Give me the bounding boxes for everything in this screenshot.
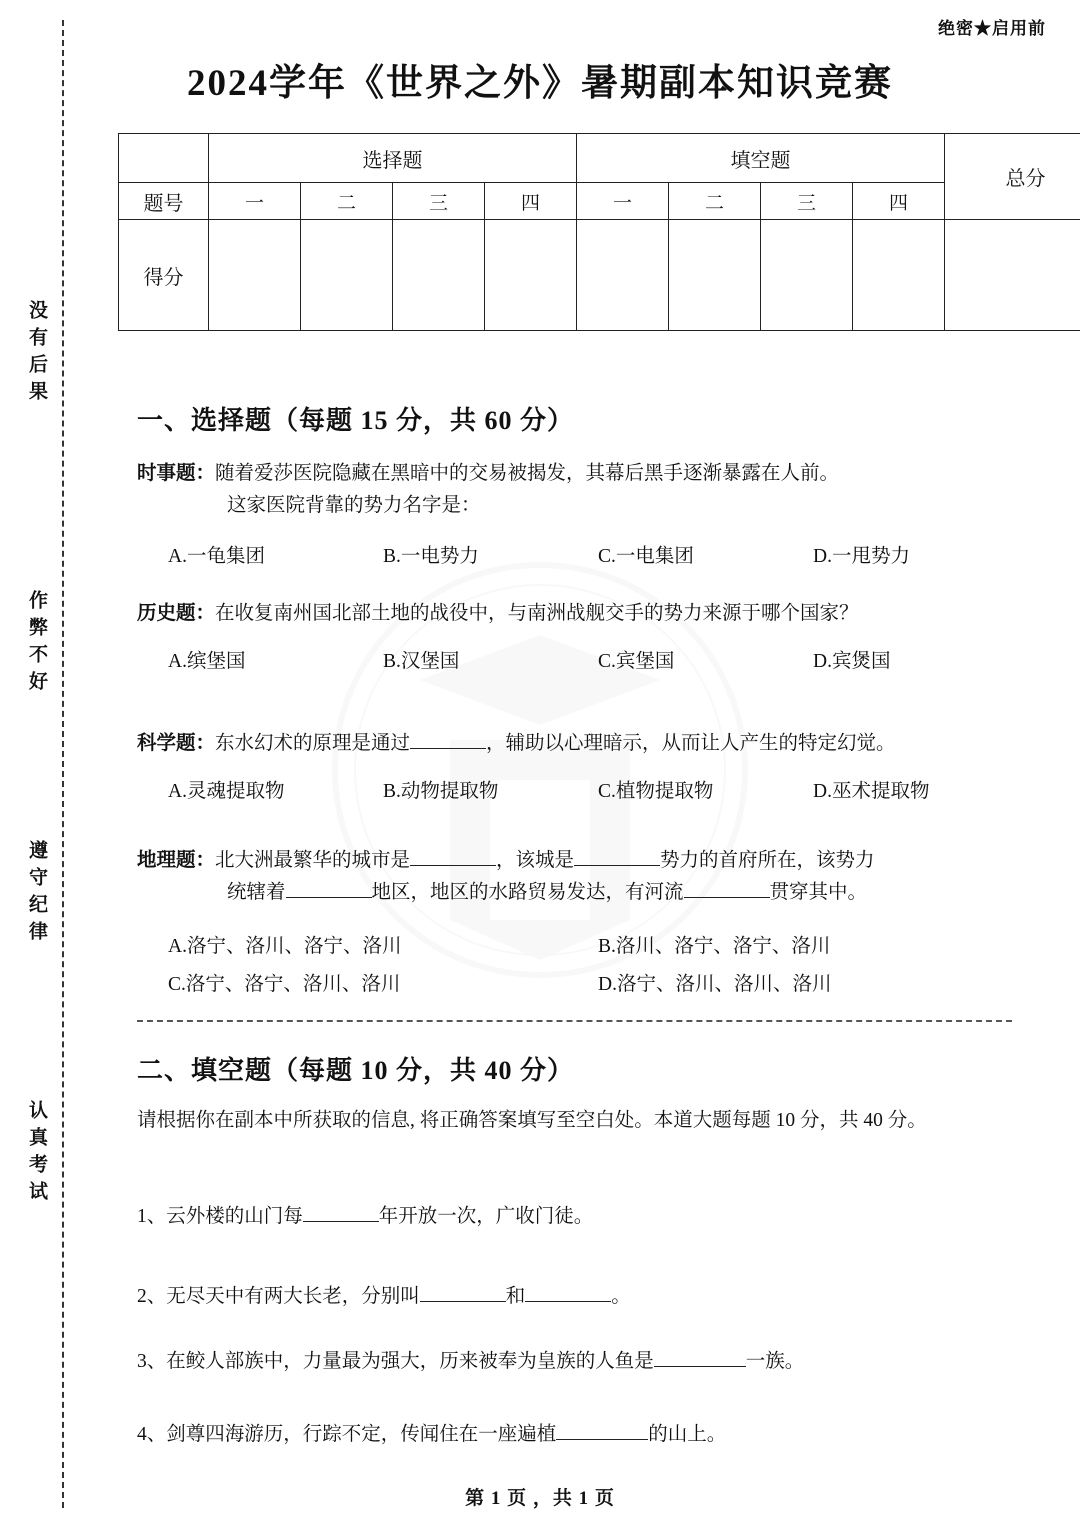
question-4-stem-a: 北大洲最繁华的城市是 — [215, 850, 411, 871]
fill-item-1 — [137, 1200, 1017, 1228]
question-1-options — [168, 540, 1028, 568]
question-3-option-b[interactable]: B.动物提取物 — [383, 781, 499, 802]
score-table-num-f1: 一 — [577, 183, 669, 220]
score-table-num-c4: 四 — [485, 183, 577, 220]
question-1-stem: 随着爱莎医院隐藏在黑暗中的交易被揭发，其幕后黑手逐渐暴露在人前。 — [215, 463, 840, 484]
fill-item-3-blank-1[interactable] — [654, 1366, 746, 1367]
question-3-option-c[interactable]: C.植物提取物 — [598, 781, 714, 802]
question-1-option-a[interactable]: A.一龟集团 — [168, 546, 265, 567]
score-table-num-c2: 二 — [301, 183, 393, 220]
question-4 — [137, 845, 1012, 908]
question-2-option-c[interactable]: C.宾堡国 — [598, 651, 675, 672]
question-4-blank-1[interactable] — [410, 865, 496, 866]
question-4-stem-d: 统辖着 — [227, 881, 286, 903]
fill-item-2-blank-1[interactable] — [420, 1301, 506, 1302]
question-1-option-b[interactable]: B.一电势力 — [383, 546, 479, 567]
side-note-4: 认真考试 — [26, 1100, 47, 1208]
score-cell[interactable] — [485, 220, 577, 331]
question-2-stem: 在收复南州国北部土地的战役中，与南洲战舰交手的势力来源于哪个国家？ — [215, 603, 859, 624]
side-note-2: 作弊不好 — [26, 590, 47, 698]
question-3-options — [168, 775, 1028, 803]
question-3-label: 科学题： — [137, 733, 216, 754]
fill-item-4 — [137, 1418, 1017, 1446]
question-1-option-d[interactable]: D.一甩势力 — [813, 546, 910, 567]
question-1 — [137, 458, 1012, 521]
section-2-heading: 二、填空题（每题 10 分，共 40 分） — [137, 1056, 575, 1085]
secret-notice: 绝密★启用前 — [938, 19, 1046, 38]
score-table — [118, 133, 1080, 331]
question-4-label: 地理题： — [137, 850, 216, 871]
score-cell[interactable] — [853, 220, 945, 331]
score-table-row-label-number: 题号 — [119, 183, 209, 220]
question-4-options — [168, 930, 1028, 996]
question-4-blank-3[interactable] — [286, 897, 372, 898]
question-3-blank-1[interactable] — [410, 748, 486, 749]
section-2-intro: 请根据你在副本中所获取的信息, 将正确答案填写至空白处。本道大题每题 10 分，共 40 分。 — [137, 1110, 927, 1131]
score-table-num-c1: 一 — [209, 183, 301, 220]
score-cell[interactable] — [393, 220, 485, 331]
question-1-stem-2: 这家医院背靠的势力名字是： — [227, 494, 481, 516]
score-table-group-fill: 填空题 — [577, 134, 945, 183]
question-2-option-d[interactable]: D.宾煲国 — [813, 651, 891, 672]
side-note-3: 遵守纪律 — [26, 840, 47, 948]
section-1-heading: 一、选择题（每题 15 分，共 60 分） — [137, 406, 575, 435]
question-4-blank-4[interactable] — [684, 897, 770, 898]
fill-item-3-text-a: 3、在鲛人部族中，力量最为强大，历来被奉为皇族的人鱼是 — [137, 1351, 654, 1372]
section-divider — [137, 1020, 1012, 1022]
fill-item-1-blank-1[interactable] — [303, 1221, 379, 1222]
score-table-corner — [119, 134, 209, 183]
question-3-stem-b: ，辅助以心理暗示，从而让人产生的特定幻觉。 — [486, 733, 896, 754]
question-1-label: 时事题： — [137, 463, 216, 484]
question-4-option-b[interactable]: B.洛川、洛宁、洛宁、洛川 — [598, 936, 831, 957]
fill-item-1-text-b: 年开放一次，广收门徒。 — [378, 1206, 594, 1227]
question-2 — [137, 598, 1012, 630]
question-3-option-d[interactable]: D.巫术提取物 — [813, 781, 930, 802]
fill-item-2 — [137, 1280, 1017, 1308]
question-4-stem-b: ，该城是 — [496, 850, 575, 871]
fill-item-1-text-a: 1、云外楼的山门每 — [137, 1206, 303, 1227]
score-cell[interactable] — [577, 220, 669, 331]
question-4-stem-c: 势力的首府所在，该势力 — [660, 850, 875, 871]
question-3 — [137, 728, 1012, 760]
score-cell[interactable] — [669, 220, 761, 331]
score-table-num-c3: 三 — [393, 183, 485, 220]
question-4-line-2 — [227, 877, 1012, 909]
fill-item-4-text-a: 4、剑尊四海游历，行踪不定，传闻住在一座遍植 — [137, 1424, 557, 1445]
score-table-num-f3: 三 — [761, 183, 853, 220]
side-note-1: 没有后果 — [26, 300, 47, 408]
question-2-option-a[interactable]: A.缤堡国 — [168, 651, 246, 672]
question-3-stem-a: 东水幻术的原理是通过 — [215, 733, 411, 754]
question-1-option-c[interactable]: C.一电集团 — [598, 546, 694, 567]
score-table-num-f4: 四 — [853, 183, 945, 220]
question-4-stem-f: 贯穿其中。 — [769, 881, 868, 903]
score-table-num-f2: 二 — [669, 183, 761, 220]
score-table-group-choice: 选择题 — [209, 134, 577, 183]
fill-item-2-text-a: 2、无尽天中有两大长老，分别叫 — [137, 1286, 420, 1307]
score-table-total-header: 总分 — [945, 134, 1080, 220]
question-4-option-d[interactable]: D.洛宁、洛川、洛川、洛川 — [598, 974, 832, 995]
score-cell-total[interactable] — [945, 220, 1080, 331]
question-4-option-a[interactable]: A.洛宁、洛川、洛宁、洛川 — [168, 936, 402, 957]
fill-item-2-text-b: 和 — [505, 1286, 526, 1307]
page-title: 2024学年《世界之外》暑期副本知识竞赛 — [187, 63, 893, 104]
question-4-blank-2[interactable] — [574, 865, 660, 866]
fill-item-2-text-c: 。 — [611, 1286, 631, 1307]
score-cell[interactable] — [761, 220, 853, 331]
question-2-options — [168, 645, 1028, 673]
score-cell[interactable] — [209, 220, 301, 331]
question-2-label: 历史题： — [137, 603, 216, 624]
question-2-option-b[interactable]: B.汉堡国 — [383, 651, 460, 672]
question-3-option-a[interactable]: A.灵魂提取物 — [168, 781, 285, 802]
score-cell[interactable] — [301, 220, 393, 331]
page-footer: 第 1 页 ，共 1 页 — [465, 1488, 615, 1509]
question-4-stem-e: 地区，地区的水路贸易发达，有河流 — [371, 881, 684, 903]
binding-line — [62, 20, 64, 1508]
fill-item-2-blank-2[interactable] — [525, 1301, 611, 1302]
score-table-row-label-score: 得分 — [119, 220, 209, 331]
fill-item-4-blank-1[interactable] — [556, 1439, 648, 1440]
fill-item-3 — [137, 1345, 1017, 1373]
fill-item-3-text-b: 一族。 — [745, 1351, 805, 1372]
fill-item-4-text-b: 的山上。 — [648, 1424, 727, 1445]
question-4-option-c[interactable]: C.洛宁、洛宁、洛川、洛川 — [168, 974, 401, 995]
